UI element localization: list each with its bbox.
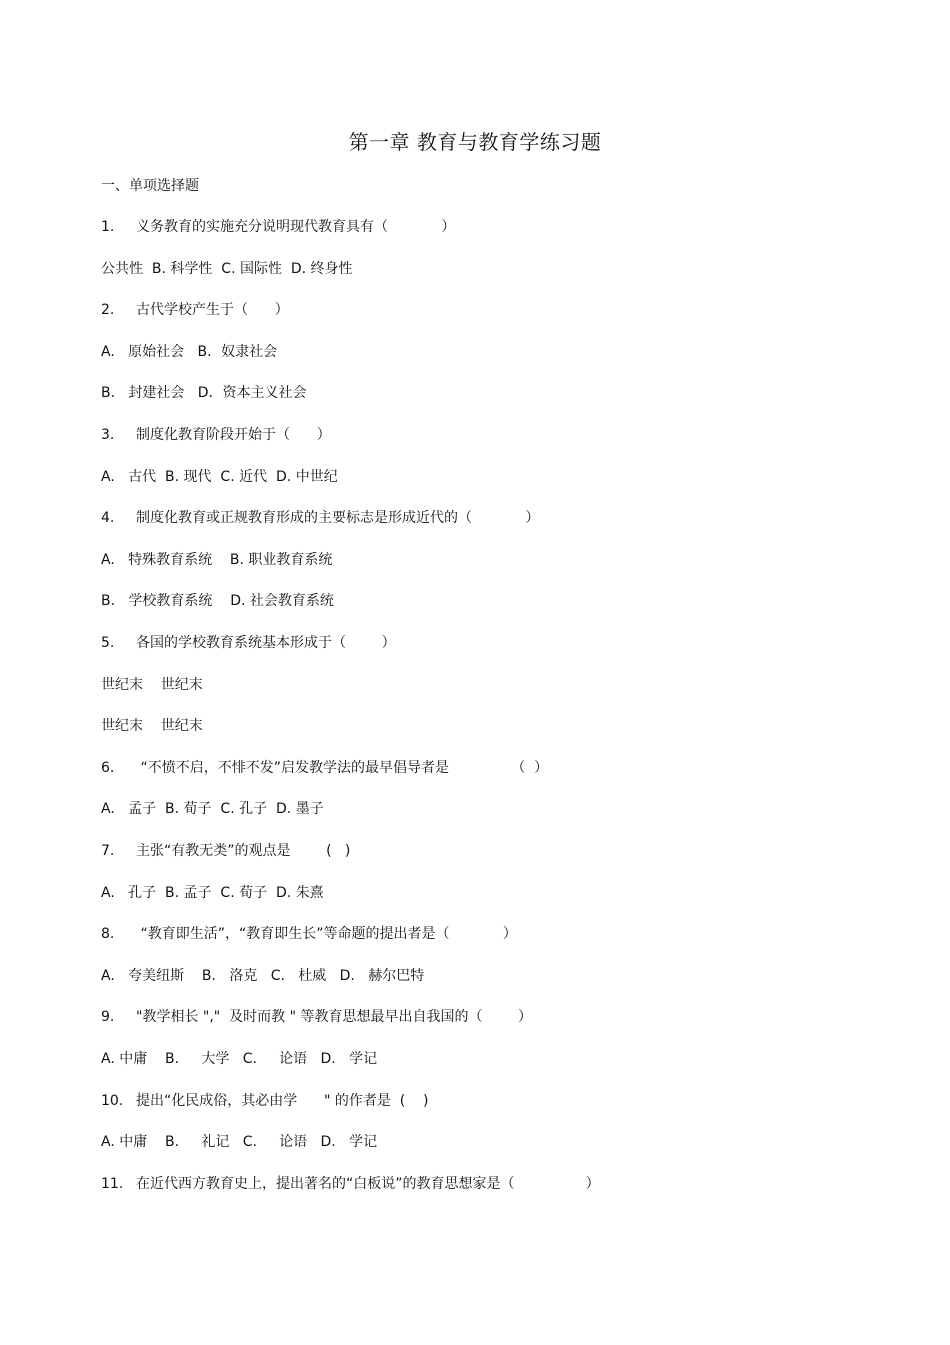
question-number: 8. bbox=[101, 926, 115, 942]
option-text: A. 特殊教育系统 B. 职业教育系统 bbox=[101, 552, 333, 568]
answer-options bbox=[101, 259, 353, 279]
question-item bbox=[101, 633, 396, 653]
question-text: 制度化教育或正规教育形成的主要标志是形成近代的（ ） bbox=[136, 510, 540, 526]
question-text: “教育即生活”，“教育即生长”等命题的提出者是（ ） bbox=[136, 926, 517, 942]
question-number: 3. bbox=[101, 427, 115, 443]
question-number: 10. bbox=[101, 1093, 124, 1109]
option-text: A. 原始社会 B．奴隶社会 bbox=[101, 344, 278, 360]
question-item bbox=[101, 1007, 532, 1027]
answer-options bbox=[101, 716, 203, 736]
option-text: B. 学校教育系统 D. 社会教育系统 bbox=[101, 593, 334, 609]
option-text: A. 古代 B. 现代 C. 近代 D. 中世纪 bbox=[101, 469, 338, 485]
option-text: 世纪末 世纪末 bbox=[101, 677, 203, 693]
question-text: 义务教育的实施充分说明现代教育具有（ ） bbox=[136, 219, 456, 235]
option-text: B. 封建社会 D．资本主义社会 bbox=[101, 385, 307, 401]
question-item bbox=[101, 1091, 428, 1111]
question-number: 6. bbox=[101, 760, 115, 776]
question-text: 各国的学校教育系统基本形成于（ ） bbox=[136, 635, 396, 651]
answer-options bbox=[101, 966, 424, 986]
option-text: 世纪末 世纪末 bbox=[101, 718, 203, 734]
page-title: 第一章 教育与教育学练习题 bbox=[348, 130, 602, 154]
question-number: 9. bbox=[101, 1009, 115, 1025]
answer-options bbox=[101, 383, 307, 403]
question-number: 11. bbox=[101, 1176, 124, 1192]
question-number: 2. bbox=[101, 302, 115, 318]
question-item bbox=[101, 758, 548, 778]
question-item bbox=[101, 300, 289, 320]
question-item bbox=[101, 217, 455, 237]
question-text: 主张“有教无类”的观点是 ( ) bbox=[136, 843, 351, 859]
question-number: 7. bbox=[101, 843, 115, 859]
question-number: 5. bbox=[101, 635, 115, 651]
answer-options bbox=[101, 883, 324, 903]
question-text: “不愤不启，不悱不发”启发教学法的最早倡导者是 （ ） bbox=[136, 760, 549, 776]
question-text: 古代学校产生于（ ） bbox=[136, 302, 289, 318]
question-item bbox=[101, 508, 539, 528]
question-item bbox=[101, 1174, 600, 1194]
answer-options bbox=[101, 1049, 377, 1069]
option-text: A. 中庸 B. 礼记 C. 论语 D. 学记 bbox=[101, 1134, 378, 1150]
answer-options bbox=[101, 799, 324, 819]
option-text: 公共性 B. 科学性 C. 国际性 D. 终身性 bbox=[101, 261, 353, 277]
question-text: 在近代西方教育史上，提出著名的“白板说”的教育思想家是（ ） bbox=[136, 1176, 600, 1192]
option-text: A. 孔子 B. 孟子 C. 荀子 D. 朱熹 bbox=[101, 885, 324, 901]
question-item bbox=[101, 425, 331, 445]
question-item bbox=[101, 924, 517, 944]
answer-options bbox=[101, 1132, 377, 1152]
question-item bbox=[101, 841, 350, 861]
question-text: "教学相长 "," 及时而教 " 等教育思想最早出自我国的（ ） bbox=[136, 1009, 533, 1025]
answer-options bbox=[101, 342, 277, 362]
question-text: 提出“化民成俗，其必由学 " 的作者是 ( ) bbox=[136, 1093, 429, 1109]
answer-options bbox=[101, 591, 334, 611]
answer-options bbox=[101, 675, 203, 695]
answer-options bbox=[101, 550, 332, 570]
option-text: A. 孟子 B. 荀子 C. 孔子 D. 墨子 bbox=[101, 801, 324, 817]
question-number: 1. bbox=[101, 219, 115, 235]
answer-options bbox=[101, 467, 338, 487]
question-number: 4. bbox=[101, 510, 115, 526]
option-text: A. 中庸 B. 大学 C. 论语 D. 学记 bbox=[101, 1051, 378, 1067]
question-text: 制度化教育阶段开始于（ ） bbox=[136, 427, 331, 443]
option-text: A. 夸美纽斯 B. 洛克 C. 杜威 D. 赫尔巴特 bbox=[101, 968, 425, 984]
section-heading: 一、单项选择题 bbox=[101, 178, 199, 194]
